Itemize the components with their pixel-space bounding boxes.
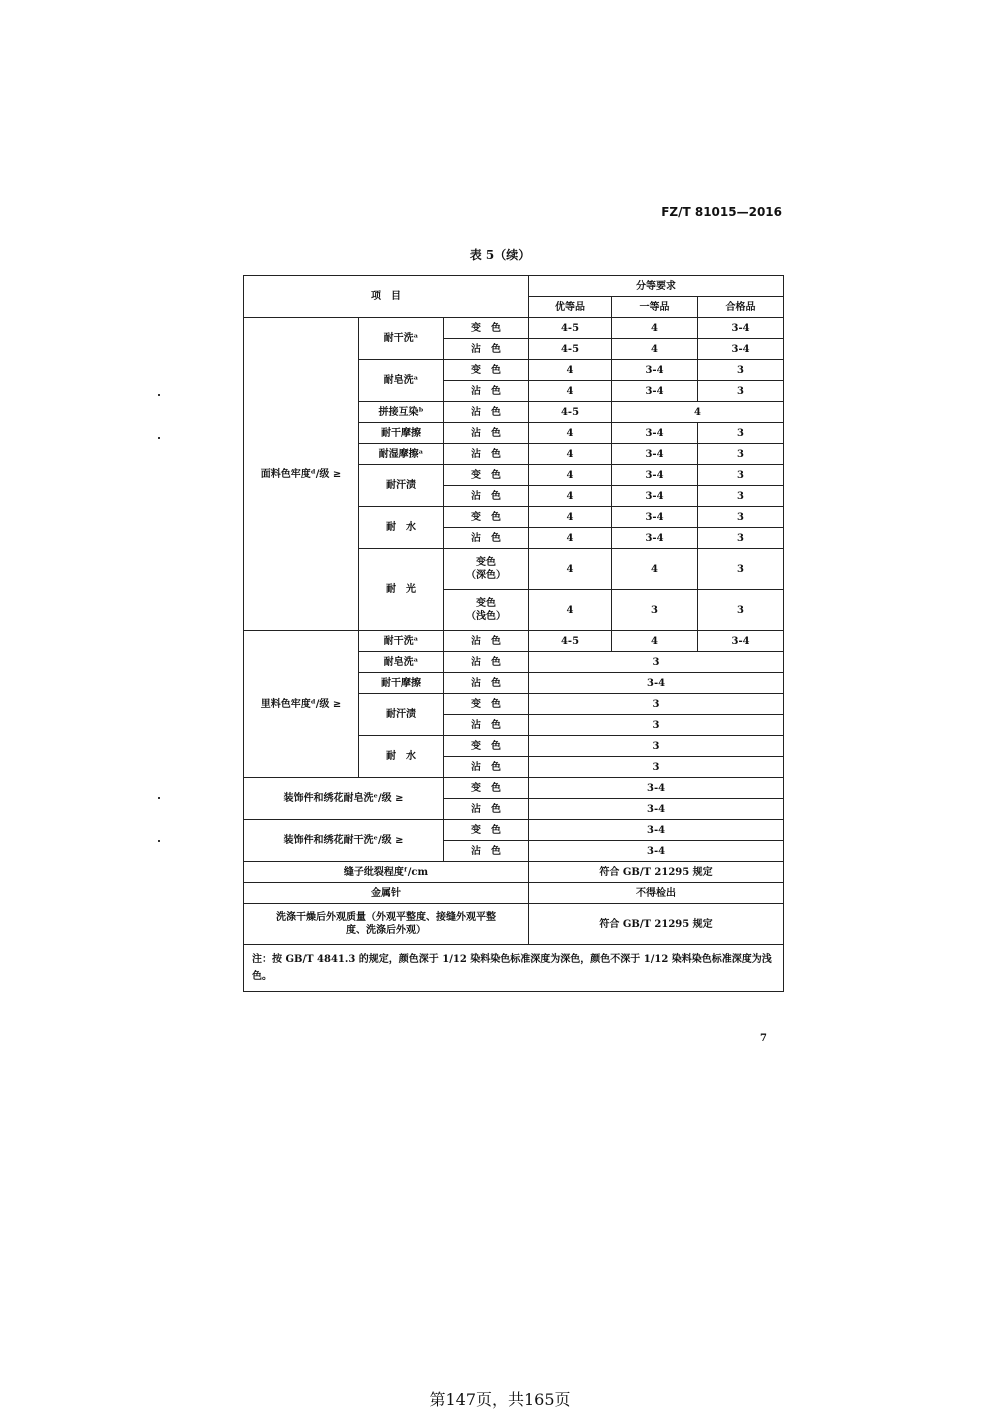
value-cell: 4 [529, 486, 612, 507]
table-row [244, 862, 784, 883]
table-row [244, 778, 784, 799]
value-cell: 4 [612, 549, 698, 590]
value-cell: 4 [529, 360, 612, 381]
test-dry-rub: 耐干摩擦 [359, 423, 444, 444]
test-water: 耐 水 [359, 736, 444, 778]
value-cell: 3-4 [612, 528, 698, 549]
table-row [244, 631, 784, 652]
value-cell: 3-4 [529, 820, 784, 841]
test-water: 耐 水 [359, 507, 444, 549]
appearance-label: 洗涤干燥后外观质量（外观平整度、接缝外观平整度、洗涤后外观） [244, 904, 529, 945]
value-cell: 4-5 [529, 631, 612, 652]
aspect-stain: 沾 色 [444, 486, 529, 507]
aspect-change: 变 色 [444, 820, 529, 841]
page-number: 7 [760, 1033, 767, 1044]
value-cell: 3-4 [698, 339, 784, 360]
aspect-stain: 沾 色 [444, 757, 529, 778]
aspect-change: 变 色 [444, 778, 529, 799]
test-soap-wash: 耐皂洗ᵃ [359, 652, 444, 673]
scan-dot [158, 394, 160, 396]
value-cell: 4 [529, 528, 612, 549]
scan-dot [158, 840, 160, 842]
value-cell: 3 [612, 590, 698, 631]
aspect-stain: 沾 色 [444, 673, 529, 694]
value-cell: 3 [698, 549, 784, 590]
value-cell: 4 [529, 590, 612, 631]
value-cell: 4 [529, 381, 612, 402]
value-cell: 3-4 [529, 673, 784, 694]
aspect-change: 变 色 [444, 736, 529, 757]
aspect-stain: 沾 色 [444, 528, 529, 549]
group-lining: 里料色牢度ᵈ/级 ≥ [244, 631, 359, 778]
header-item: 项 目 [244, 276, 529, 318]
value-cell: 3-4 [612, 486, 698, 507]
value-cell: 4-5 [529, 402, 612, 423]
value-cell: 3-4 [612, 381, 698, 402]
value-cell: 3-4 [698, 631, 784, 652]
aspect-change: 变 色 [444, 360, 529, 381]
aspect-stain: 沾 色 [444, 799, 529, 820]
value-cell: 3 [529, 694, 784, 715]
seam-label: 缝子纰裂程度ᶠ/cm [244, 862, 529, 883]
value-cell: 4-5 [529, 339, 612, 360]
value-cell: 4 [612, 339, 698, 360]
header-grading: 分等要求 [529, 276, 784, 297]
aspect-stain: 沾 色 [444, 402, 529, 423]
aspect-stain: 沾 色 [444, 423, 529, 444]
test-soap-wash: 耐皂洗ᵃ [359, 360, 444, 402]
test-wet-rub: 耐湿摩擦ᵃ [359, 444, 444, 465]
value-cell: 3 [698, 381, 784, 402]
aspect-change: 变 色 [444, 318, 529, 339]
test-splice: 拼接互染ᵇ [359, 402, 444, 423]
grading-table [243, 275, 784, 992]
aspect-change: 变 色 [444, 465, 529, 486]
group-ornament-dry: 装饰件和绣花耐干洗ᵉ/级 ≥ [244, 820, 444, 862]
header-grade-2: 一等品 [612, 297, 698, 318]
value-cell: 3 [698, 465, 784, 486]
value-cell: 4 [529, 465, 612, 486]
seam-value: 符合 GB/T 21295 规定 [529, 862, 784, 883]
value-cell: 3 [698, 360, 784, 381]
value-cell: 3 [698, 528, 784, 549]
scan-dot [158, 797, 160, 799]
test-sweat: 耐汗渍 [359, 465, 444, 507]
value-cell: 3-4 [612, 465, 698, 486]
test-sweat: 耐汗渍 [359, 694, 444, 736]
test-light: 耐 光 [359, 549, 444, 631]
value-cell: 4 [529, 549, 612, 590]
table-row [244, 820, 784, 841]
value-cell: 3 [529, 715, 784, 736]
value-cell: 3-4 [612, 507, 698, 528]
aspect-stain: 沾 色 [444, 339, 529, 360]
value-cell: 3 [698, 507, 784, 528]
aspect-stain: 沾 色 [444, 652, 529, 673]
test-dry-rub: 耐干摩擦 [359, 673, 444, 694]
table-note: 注：按 GB/T 4841.3 的规定，颜色深于 1/12 染料染色标准深度为深色，颜色不深于 1/12 染料染色标准深度为浅色。 [244, 945, 784, 992]
aspect-change-dark: 变色 （深色） [444, 549, 529, 590]
appearance-value: 符合 GB/T 21295 规定 [529, 904, 784, 945]
header-row [244, 276, 784, 297]
table-row [244, 945, 784, 992]
standard-code: FZ/T 81015—2016 [661, 205, 782, 219]
table-row [244, 883, 784, 904]
page-footer: 第147页，共165页 [429, 1390, 571, 1409]
value-cell: 4 [529, 423, 612, 444]
aspect-stain: 沾 色 [444, 631, 529, 652]
aspect-stain: 沾 色 [444, 715, 529, 736]
aspect-stain: 沾 色 [444, 841, 529, 862]
value-cell: 4 [612, 631, 698, 652]
value-cell: 4 [529, 444, 612, 465]
aspect-change: 变 色 [444, 507, 529, 528]
value-cell: 3-4 [529, 778, 784, 799]
aspect-change: 变 色 [444, 694, 529, 715]
scan-dot [158, 437, 160, 439]
value-cell: 3-4 [529, 799, 784, 820]
value-cell: 4 [612, 402, 784, 423]
value-cell: 4 [529, 507, 612, 528]
value-cell: 3-4 [612, 423, 698, 444]
value-cell: 4-5 [529, 318, 612, 339]
aspect-change-light: 变色 （浅色） [444, 590, 529, 631]
value-cell: 3 [698, 444, 784, 465]
table-row [244, 904, 784, 945]
value-cell: 3 [698, 590, 784, 631]
group-fabric: 面料色牢度ᵈ/级 ≥ [244, 318, 359, 631]
group-ornament-soap: 装饰件和绣花耐皂洗ᵉ/级 ≥ [244, 778, 444, 820]
needle-label: 金属针 [244, 883, 529, 904]
value-cell: 3-4 [612, 360, 698, 381]
value-cell: 3-4 [612, 444, 698, 465]
table-row [244, 318, 784, 339]
value-cell: 3 [529, 757, 784, 778]
value-cell: 3 [529, 652, 784, 673]
value-cell: 3 [698, 486, 784, 507]
needle-value: 不得检出 [529, 883, 784, 904]
aspect-stain: 沾 色 [444, 381, 529, 402]
header-grade-1: 优等品 [529, 297, 612, 318]
test-dry-clean: 耐干洗ᵃ [359, 631, 444, 652]
value-cell: 3-4 [529, 841, 784, 862]
value-cell: 3 [529, 736, 784, 757]
aspect-stain: 沾 色 [444, 444, 529, 465]
value-cell: 3-4 [698, 318, 784, 339]
header-grade-3: 合格品 [698, 297, 784, 318]
value-cell: 3 [698, 423, 784, 444]
value-cell: 4 [612, 318, 698, 339]
test-dry-clean: 耐干洗ᵃ [359, 318, 444, 360]
table-title: 表 5（续） [469, 248, 531, 262]
